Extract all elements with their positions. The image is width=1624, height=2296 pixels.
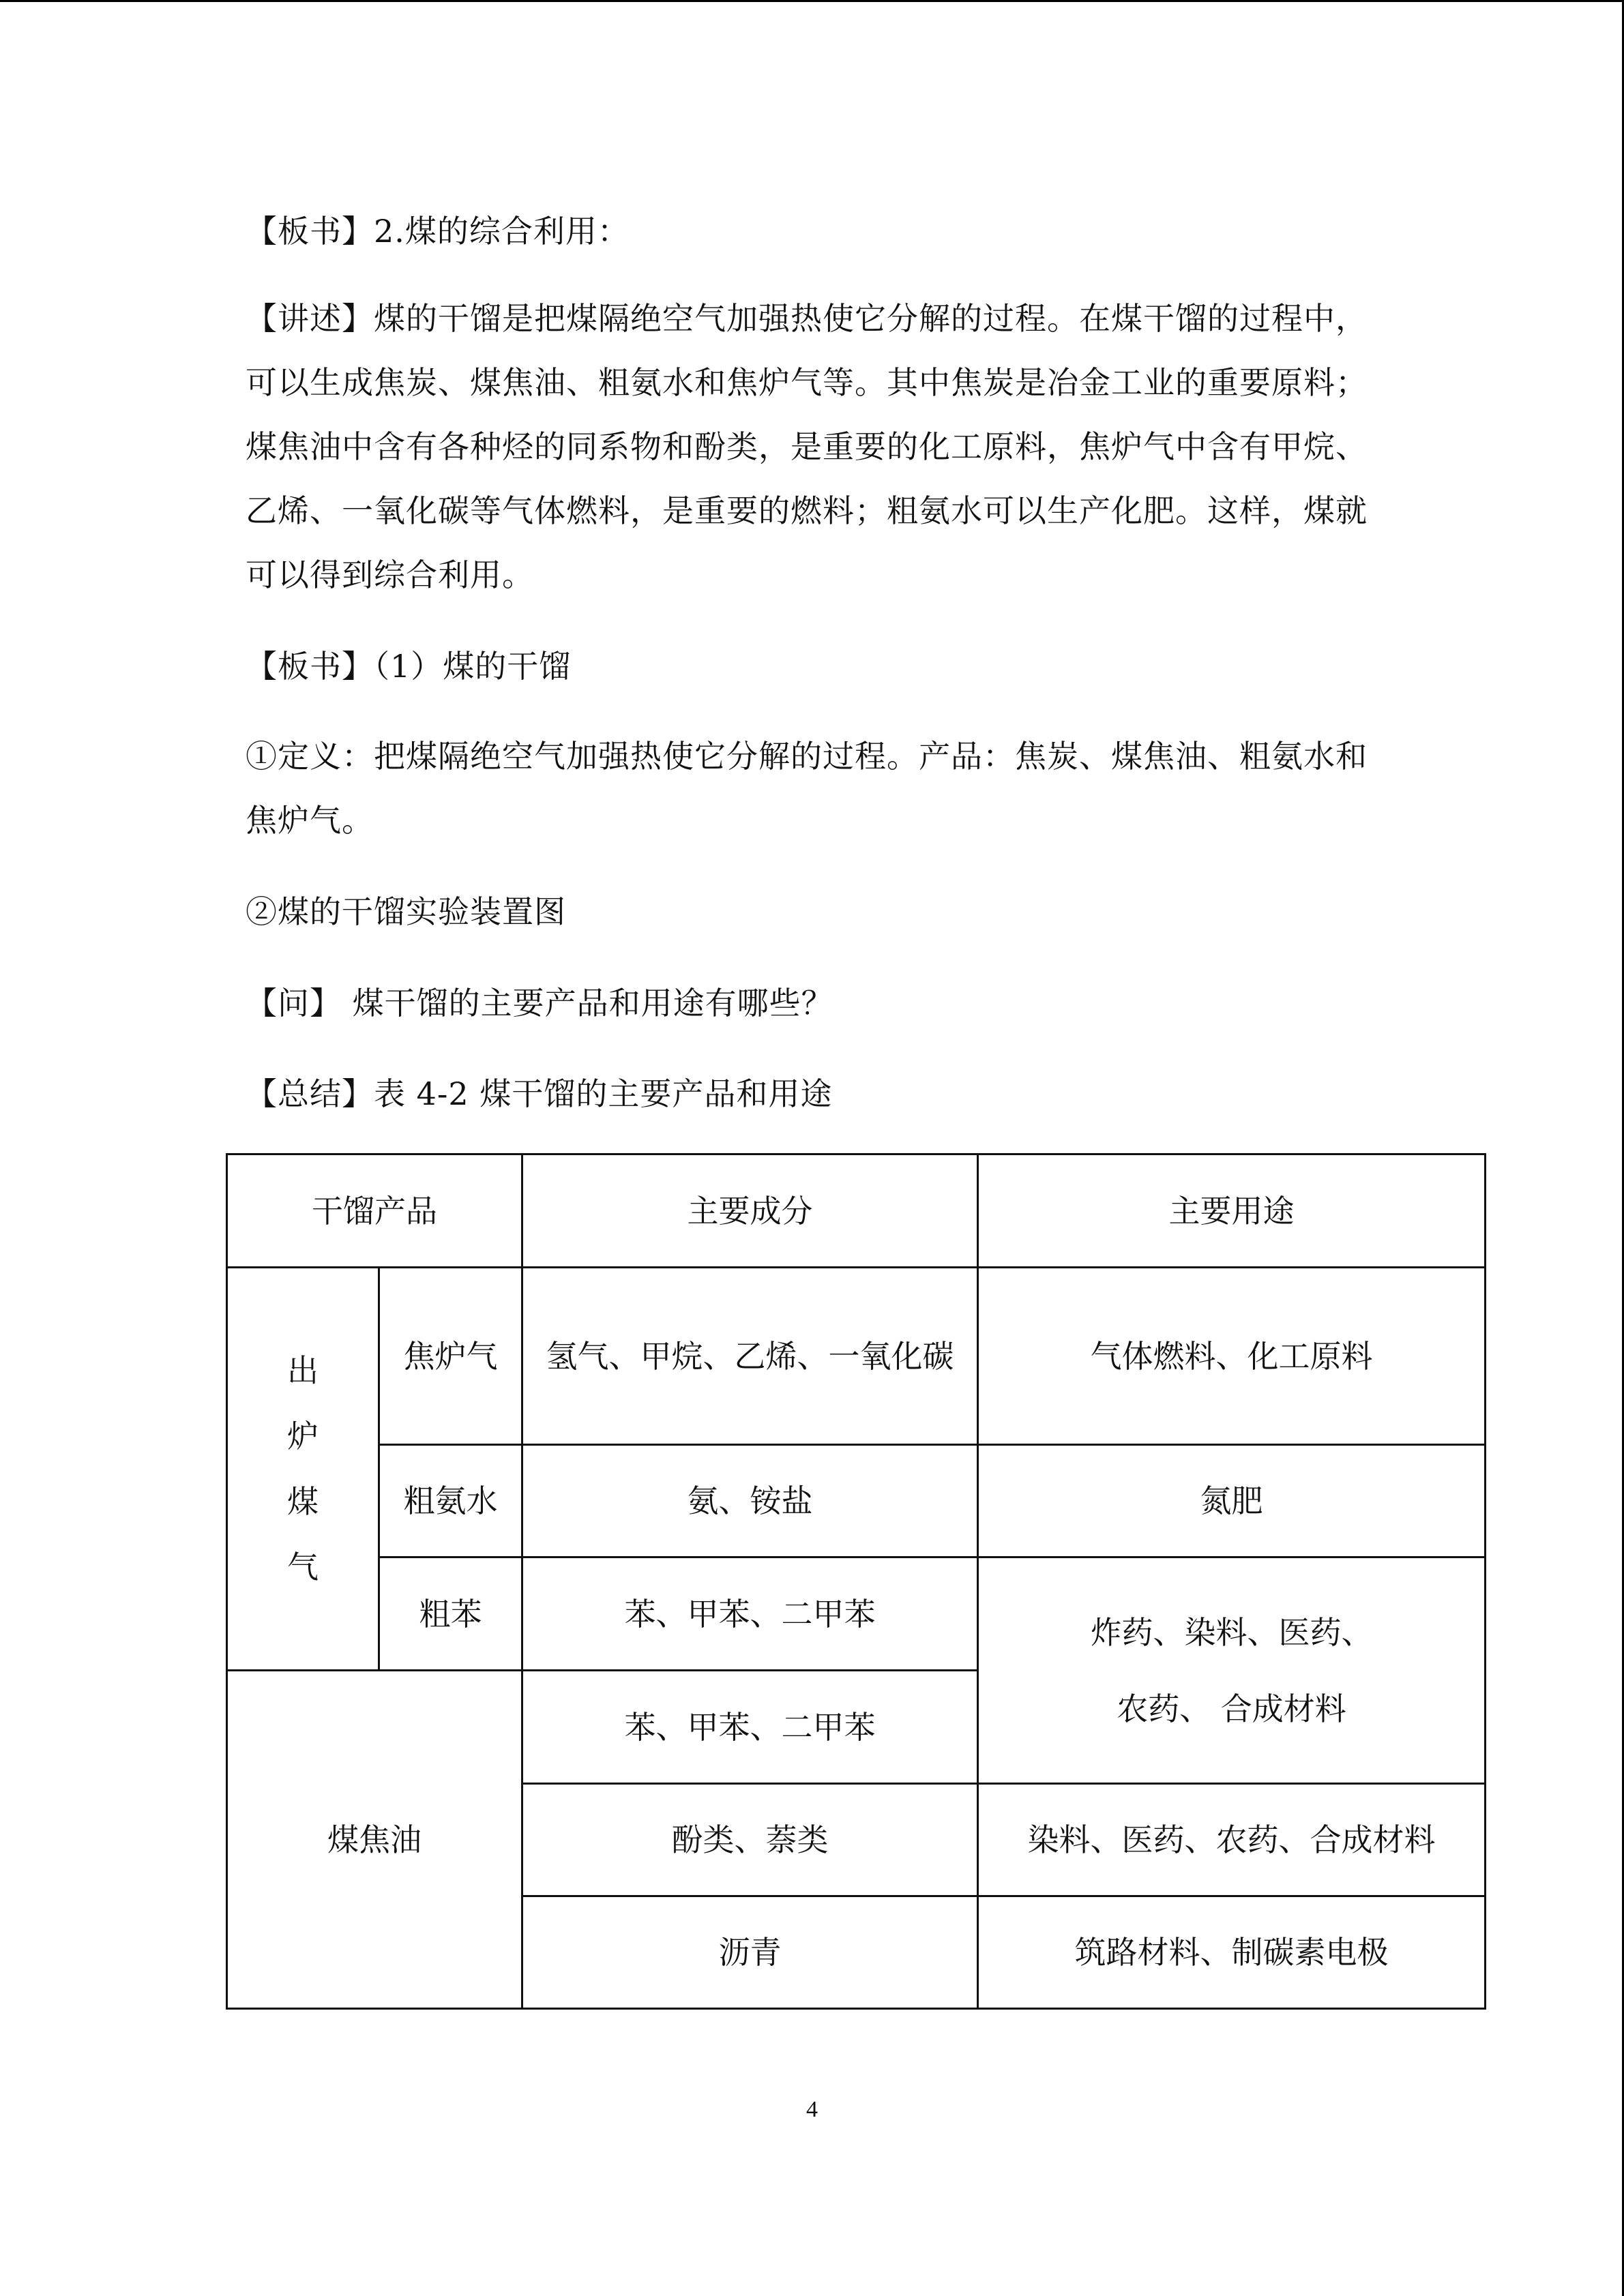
cell-use: 筑路材料、制碳素电极	[978, 1896, 1486, 2009]
cell-composition: 苯、甲苯、二甲苯	[522, 1671, 978, 1784]
paragraph-board-1: 【板书】2.煤的综合利用：	[246, 213, 630, 250]
cell-composition: 氨、铵盐	[522, 1445, 978, 1557]
cell-use: 氮肥	[978, 1445, 1486, 1557]
cell-use: 染料、医药、农药、合成材料	[978, 1784, 1486, 1896]
header-composition: 主要成分	[522, 1154, 978, 1268]
paragraph-question: 【问】 煤干馏的主要产品和用途有哪些？	[246, 985, 833, 1022]
header-use: 主要用途	[978, 1154, 1486, 1268]
paragraph-board-2: 【板书】（1）煤的干馏	[246, 648, 572, 685]
cell-product: 粗苯	[379, 1557, 522, 1671]
page-border-top	[0, 0, 1624, 2]
products-table	[226, 1153, 1486, 2010]
cell-composition: 苯、甲苯、二甲苯	[522, 1557, 978, 1671]
cell-composition: 酚类、萘类	[522, 1784, 978, 1896]
cell-product: 焦炉气	[379, 1268, 522, 1445]
table-row	[227, 1445, 1486, 1557]
cell-use-merged	[978, 1557, 1486, 1784]
cell-composition: 沥青	[522, 1896, 978, 2009]
cell-use-line-1: 炸药、染料、医药、	[1090, 1613, 1373, 1651]
header-product: 干馏产品	[227, 1154, 522, 1268]
group-coal-gas-label: 出炉煤气	[287, 1352, 319, 1585]
cell-use-line-2: 农药、 合成材料	[1117, 1690, 1346, 1727]
cell-use: 气体燃料、化工原料	[978, 1268, 1486, 1445]
table-row	[227, 1268, 1486, 1445]
group-coal-tar: 煤焦油	[227, 1671, 522, 2009]
paragraph-definition: ①定义：把煤隔绝空气加强热使它分解的过程。产品：焦炭、煤焦油、粗氨水和焦炉气。	[246, 738, 1368, 839]
page-number: 4	[806, 2097, 818, 2122]
group-coal-gas	[227, 1268, 379, 1671]
paragraph-narration: 【讲述】煤的干馏是把煤隔绝空气加强热使它分解的过程。在煤干馏的过程中，可以生成焦炭、煤焦油、粗氨水和焦炉气等。其中焦炭是冶金工业的重要原料；煤焦油中含有各种烃的同系物和酚类，是重要的化工原料，焦炉气中含有甲烷、乙烯、一氧化碳等气体燃料，是重要的燃料；粗氨水可以生产化肥。这样，煤就可以得到综合利用。	[246, 300, 1368, 593]
cell-product: 粗氨水	[379, 1445, 522, 1557]
paragraph-summary: 【总结】表 4-2 煤干馏的主要产品和用途	[246, 1075, 833, 1112]
cell-composition: 氢气、甲烷、乙烯、一氧化碳	[522, 1268, 978, 1445]
table-row	[227, 1557, 1486, 1671]
table-header-row	[227, 1154, 1486, 1268]
paragraph-apparatus: ②煤的干馏实验装置图	[246, 893, 566, 930]
